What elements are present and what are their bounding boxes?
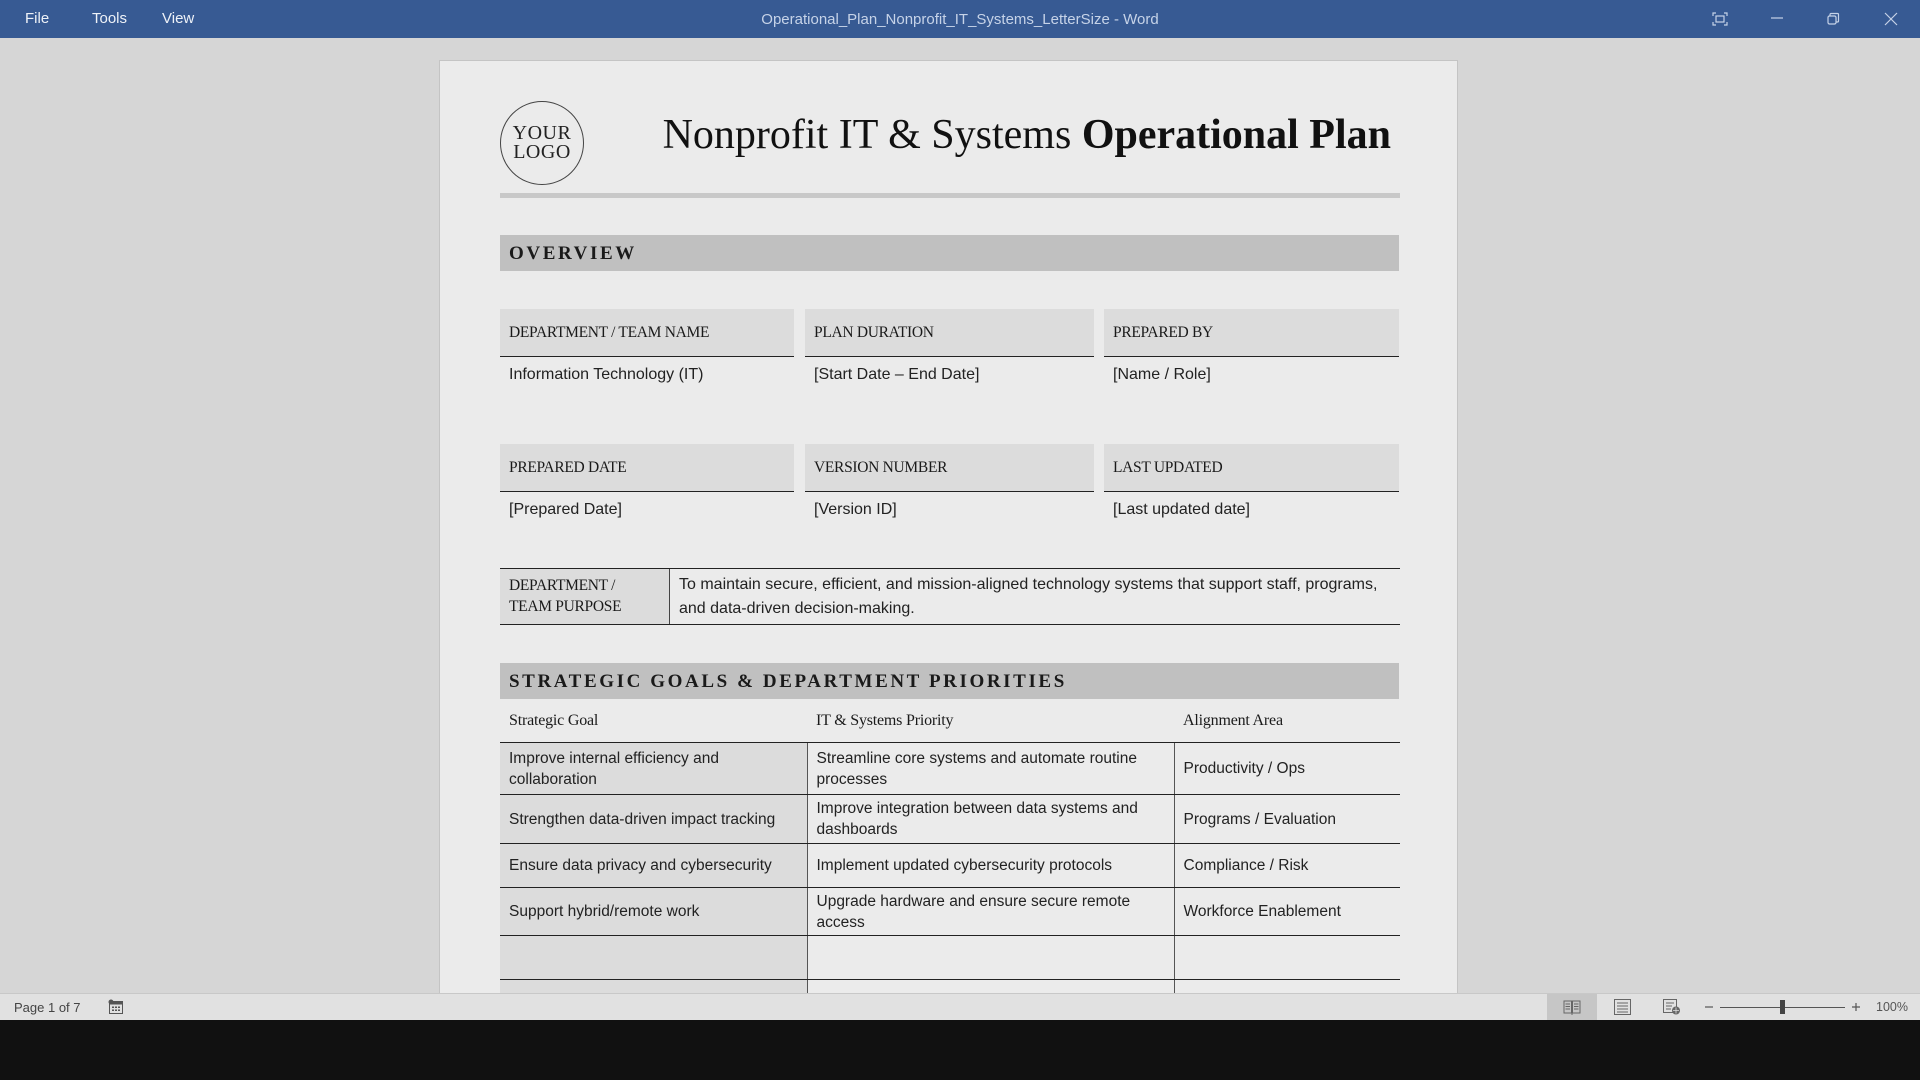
- close-icon: [1884, 12, 1898, 26]
- strategic-heading: STRATEGIC GOALS & DEPARTMENT PRIORITIES: [509, 671, 1067, 692]
- zoom-out-button[interactable]: [1703, 1000, 1715, 1014]
- minus-icon: [1703, 1000, 1715, 1014]
- logo-line-1: YOUR: [512, 122, 572, 144]
- cell-it-priority[interactable]: Implement updated cybersecurity protocols: [807, 844, 1174, 888]
- cell-it-priority[interactable]: [807, 980, 1174, 994]
- field-label-department: DEPARTMENT / TEAM NAME: [500, 309, 794, 357]
- zoom-in-button[interactable]: [1850, 1000, 1862, 1014]
- team-purpose-text[interactable]: To maintain secure, efficient, and mission-aligned technology systems that support staff, programs, and data-driven decision-making.: [679, 576, 1378, 617]
- team-purpose-label-line-1: DEPARTMENT /: [509, 577, 616, 594]
- page-count[interactable]: Page 1 of 7: [14, 1000, 81, 1015]
- table-row: [500, 936, 1400, 980]
- table-row: [500, 743, 1400, 795]
- minimize-button[interactable]: [1752, 0, 1802, 38]
- focus-mode-icon: [1712, 12, 1728, 26]
- team-purpose-label-line-2: TEAM PURPOSE: [509, 598, 622, 615]
- zoom-slider[interactable]: [1720, 1000, 1845, 1014]
- field-label-prepared-date: PREPARED DATE: [500, 444, 794, 492]
- cell-it-priority[interactable]: Streamline core systems and automate routine processes: [807, 743, 1174, 795]
- overview-section-header: [500, 235, 1399, 271]
- title-bold: Operational Plan: [1081, 112, 1391, 158]
- plus-icon: [1850, 1000, 1862, 1014]
- cell-alignment-area[interactable]: [1174, 936, 1400, 980]
- column-header-alignment-area: Alignment Area: [1174, 700, 1400, 743]
- strategic-goals-table: [500, 700, 1400, 993]
- field-value-version-number[interactable]: [Version ID]: [814, 501, 897, 518]
- restore-button[interactable]: [1808, 0, 1858, 38]
- status-bar: [0, 993, 1920, 1020]
- zoom-slider-thumb[interactable]: [1780, 1000, 1785, 1014]
- close-button[interactable]: [1866, 0, 1916, 38]
- title-bar: [0, 0, 1920, 38]
- field-value-department[interactable]: Information Technology (IT): [509, 366, 704, 383]
- cell-alignment-area[interactable]: [1174, 980, 1400, 994]
- minimize-icon: [1770, 12, 1784, 26]
- web-layout-button[interactable]: [1647, 994, 1697, 1020]
- menu-file[interactable]: File: [25, 10, 50, 27]
- menu-view[interactable]: View: [162, 10, 195, 27]
- table-row: [500, 795, 1400, 844]
- team-purpose-table: [500, 568, 1400, 625]
- menu-tools[interactable]: Tools: [92, 10, 128, 27]
- field-value-prepared-date[interactable]: [Prepared Date]: [509, 501, 622, 518]
- focus-mode-button[interactable]: [1695, 0, 1745, 38]
- field-label-last-updated: LAST UPDATED: [1104, 444, 1399, 492]
- cell-alignment-area[interactable]: Workforce Enablement: [1174, 888, 1400, 936]
- document-canvas[interactable]: [0, 38, 1920, 993]
- cell-strategic-goal[interactable]: [500, 936, 807, 980]
- field-value-last-updated[interactable]: [Last updated date]: [1113, 501, 1250, 518]
- strategic-section-header: [500, 663, 1399, 699]
- read-mode-icon: [1563, 1000, 1581, 1015]
- field-label-prepared-by: PREPARED BY: [1104, 309, 1399, 357]
- proofing-calendar-icon: [108, 999, 124, 1015]
- table-row: [500, 844, 1400, 888]
- cell-strategic-goal[interactable]: Support hybrid/remote work: [500, 888, 807, 936]
- table-header-row: [500, 700, 1400, 743]
- proofing-button[interactable]: [108, 999, 124, 1018]
- cell-strategic-goal[interactable]: Improve internal efficiency and collaboration: [500, 743, 807, 795]
- cell-it-priority[interactable]: [807, 936, 1174, 980]
- field-label-version-number: VERSION NUMBER: [805, 444, 1094, 492]
- table-row: [500, 888, 1400, 936]
- cell-it-priority[interactable]: Improve integration between data systems and dashboards: [807, 795, 1174, 844]
- cell-alignment-area[interactable]: Compliance / Risk: [1174, 844, 1400, 888]
- column-header-it-priority: IT & Systems Priority: [807, 700, 1174, 743]
- title-regular: Nonprofit IT & Systems: [662, 112, 1082, 158]
- print-layout-icon: [1614, 999, 1631, 1015]
- cell-strategic-goal[interactable]: Ensure data privacy and cybersecurity: [500, 844, 807, 888]
- logo-line-2: LOGO: [513, 141, 571, 163]
- field-value-prepared-by[interactable]: [Name / Role]: [1113, 366, 1211, 383]
- document-page[interactable]: [439, 60, 1458, 993]
- restore-icon: [1826, 12, 1840, 26]
- document-title: [663, 111, 1391, 159]
- field-label-plan-duration: PLAN DURATION: [805, 309, 1094, 357]
- cell-alignment-area[interactable]: Productivity / Ops: [1174, 743, 1400, 795]
- cell-it-priority[interactable]: Upgrade hardware and ensure secure remote access: [807, 888, 1174, 936]
- zoom-level[interactable]: 100%: [1876, 1000, 1908, 1014]
- cell-strategic-goal[interactable]: Strengthen data-driven impact tracking: [500, 795, 807, 844]
- read-mode-button[interactable]: [1547, 994, 1597, 1020]
- team-purpose-label: [500, 569, 670, 624]
- table-row: [500, 980, 1400, 994]
- overview-heading: OVERVIEW: [509, 243, 637, 264]
- title-divider: [500, 193, 1400, 198]
- cell-strategic-goal[interactable]: [500, 980, 807, 994]
- field-value-plan-duration[interactable]: [Start Date – End Date]: [814, 366, 980, 383]
- print-layout-button[interactable]: [1597, 994, 1647, 1020]
- logo-placeholder: [500, 101, 584, 185]
- web-layout-icon: [1663, 999, 1681, 1015]
- column-header-strategic-goal: Strategic Goal: [500, 700, 807, 743]
- window-title: Operational_Plan_Nonprofit_IT_Systems_LetterSize - Word: [761, 11, 1159, 28]
- cell-alignment-area[interactable]: Programs / Evaluation: [1174, 795, 1400, 844]
